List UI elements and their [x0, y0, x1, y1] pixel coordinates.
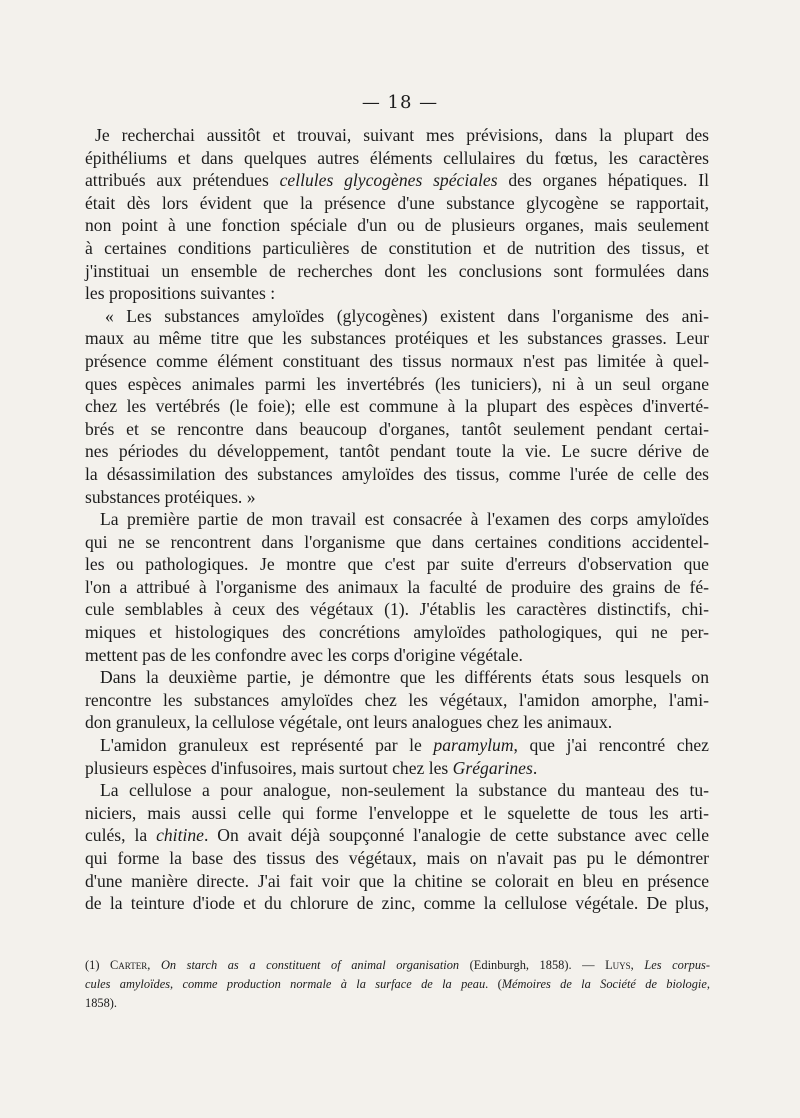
text-line: La première partie de mon travail est consacrée à l'examen des corps amyloïdes: [100, 509, 709, 530]
text-line: de la teinture d'iode et du chlorure de zinc, comme la cellulose végétale. De plus,: [85, 893, 709, 914]
text-line: ques espèces animales parmi les invertébrés (les tuniciers), ni à un seul organe: [85, 373, 709, 394]
page-number: — 18 —: [361, 92, 439, 113]
text-line: « Les substances amyloïdes (glycogènes) existent dans l'organisme des ani-: [105, 305, 709, 326]
text-line: Dans la deuxième partie, je démontre que les différents états sous lesquels on: [100, 667, 709, 688]
italic-text: paramylum: [433, 735, 514, 756]
text-line: non point à une fonction spéciale d'un ou de plusieurs organes, mais seulement: [85, 215, 709, 236]
text-line: l'on a attribué à l'organisme des animaux la faculté de produire des grains de fé-: [85, 576, 709, 597]
text-line: don granuleux, la cellulose végétale, ont leurs analogues chez les animaux.: [85, 712, 613, 733]
paragraph-2: [85, 305, 709, 508]
text-line: d'une manière directe. J'ai fait voir que la chitine se colorait en bleu en présence: [85, 870, 709, 891]
text-line: épithéliums et dans quelques autres éléments cellulaires du fœtus, les caractères: [85, 147, 709, 168]
paragraph-1: [85, 124, 709, 305]
body-text: [85, 124, 709, 915]
paragraph-3: [85, 508, 709, 666]
footnote-line: cules amyloïdes, comme production normale à la surface de la peau. (Mémoires de la Société de biologie,: [85, 977, 710, 991]
text-line: mettent pas de les confondre avec les corps d'origine végétale.: [85, 644, 523, 665]
italic-text: On starch as a constituent of animal organisation: [160, 958, 460, 972]
text-line: La cellulose a pour analogue, non-seulement la substance du manteau des tu-: [100, 780, 709, 801]
italic-text: Les corpus-: [644, 958, 710, 972]
italic-text: chitine: [156, 825, 204, 846]
text-line: cule semblables à ceux des végétaux (1). J'établis les caractères distinctifs, chi-: [85, 599, 709, 620]
text-line: présence comme élément constituant des tissus normaux n'est pas limitée à quel-: [85, 350, 709, 371]
author-name: Carter: [110, 958, 148, 972]
text-line: à certaines conditions particulières de constitution et de nutrition des tissus, et: [85, 237, 709, 258]
text-line: les propositions suivantes :: [85, 283, 276, 304]
footnote: [85, 956, 710, 1013]
text-line: chez les vertébrés (le foie); elle est commune à la plupart des espèces d'inverté-: [85, 396, 709, 417]
paragraph-6: [85, 779, 709, 915]
text-line: L'amidon granuleux est représenté par le paramylum, que j'ai rencontré chez: [100, 735, 709, 756]
text-line: rencontre les substances amyloïdes chez les végétaux, l'amidon amorphe, l'ami-: [85, 689, 709, 710]
footnote-line: (1) Carter, On starch as a constituent of animal organisation (Edinburgh, 1858). — Luys, Les corpus-: [85, 958, 710, 972]
text-line: la désassimilation des substances amyloïdes des tissus, comme l'urée de celle des: [85, 463, 709, 484]
text-line: miques et histologiques des concrétions amyloïdes pathologiques, qui ne per-: [85, 622, 709, 643]
text-line: plusieurs espèces d'infusoires, mais surtout chez les Grégarines.: [85, 757, 538, 778]
italic-text: cules amyloïdes, comme production normale à la surface de la peau: [85, 977, 486, 991]
italic-text: cellules glycogènes spéciales: [279, 170, 498, 191]
text-line: niciers, mais aussi celle qui forme l'enveloppe et le squelette de tous les arti-: [85, 802, 709, 823]
text-line: nes périodes du développement, tantôt pendant toute la vie. Le sucre dérive de: [85, 441, 709, 462]
italic-text: Mémoires de la Société de biologie: [501, 977, 707, 991]
text-line: Je recherchai aussitôt et trouvai, suivant mes prévisions, dans la plupart des: [95, 125, 709, 145]
author-name: Luys: [605, 958, 631, 972]
text-line: maux au même titre que les substances protéiques et les substances grasses. Leur: [85, 328, 709, 349]
italic-text: Grégarines: [452, 757, 533, 778]
paragraph-5: [85, 734, 709, 779]
text-line: les ou pathologiques. Je montre que c'est par suite d'erreurs d'observation que: [85, 554, 709, 575]
paragraph-4: [85, 666, 709, 734]
text-line: j'instituai un ensemble de recherches dont les conclusions sont formulées dans: [85, 260, 709, 281]
text-line: qui forme la base des tissus des végétaux, mais on n'avait pas pu le démontrer: [85, 848, 709, 868]
footnote-line: 1858).: [85, 996, 118, 1010]
text-line: attribués aux prétendues cellules glycogènes spéciales des organes hépatiques. Il: [85, 170, 710, 191]
text-line: était dès lors évident que la présence d'une substance glycogène se rapportait,: [85, 192, 709, 213]
text-line: qui ne se rencontrent dans l'organisme que dans certaines conditions accidentel-: [85, 531, 709, 552]
text-line: substances protéiques. »: [85, 486, 256, 507]
text-line: brés et se rencontre dans beaucoup d'organes, tantôt seulement pendant certai-: [85, 418, 709, 439]
text-line: culés, la chitine. On avait déjà soupçonné l'analogie de cette substance avec celle: [85, 825, 709, 846]
